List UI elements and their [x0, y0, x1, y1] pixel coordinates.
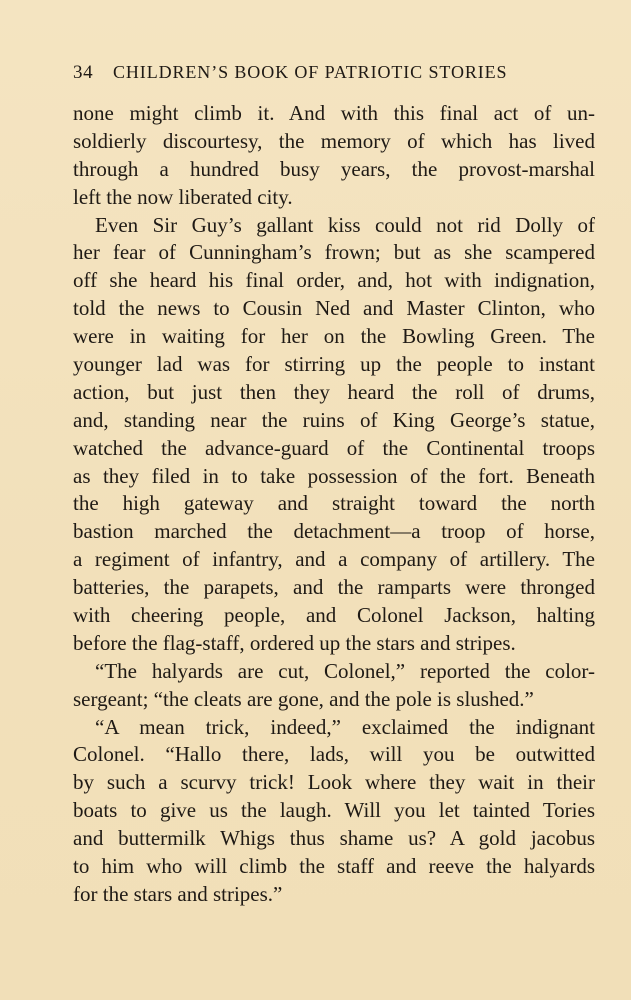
- text-line: through a hundred busy years, the provost-marshal: [73, 156, 595, 181]
- text-line: “A mean trick, indeed,” exclaimed the indignant: [95, 714, 595, 739]
- text-line: were in waiting for her on the Bowling Green. The: [73, 324, 595, 349]
- text-line: and buttermilk Whigs thus shame us? A gold jacobus: [73, 826, 595, 851]
- text-line: none might climb it. And with this final act of un-: [73, 101, 595, 125]
- text-line: Even Sir Guy’s gallant kiss could not rid Dolly of: [95, 212, 595, 237]
- text-line: Colonel. “Hallo there, lads, will you be outwitted: [73, 742, 595, 767]
- text-line: before the flag-staff, ordered up the stars and stripes.: [73, 630, 516, 655]
- text-line: and, standing near the ruins of King George’s statue,: [73, 407, 595, 432]
- text-line: the high gateway and straight toward the north: [73, 491, 595, 516]
- text-line: batteries, the parapets, and the ramparts were thronged: [73, 575, 595, 600]
- text-line: boats to give us the laugh. Will you let tainted Tories: [73, 798, 595, 823]
- text-line: bastion marched the detachment—a troop of horse,: [73, 519, 595, 544]
- text-line: to him who will climb the staff and reeve the halyards: [73, 854, 595, 879]
- text-line: for the stars and stripes.”: [73, 881, 283, 906]
- text-line: her fear of Cunningham’s frown; but as she scampered: [73, 240, 595, 265]
- running-title: CHILDREN’S BOOK OF PATRIOTIC STORIES: [113, 62, 508, 82]
- text-line: sergeant; “the cleats are gone, and the pole is slushed.”: [73, 686, 534, 711]
- page-number: 34: [73, 62, 94, 83]
- text-line: off she heard his final order, and, hot with indignation,: [73, 268, 595, 293]
- text-line: watched the advance-guard of the Continental troops: [73, 435, 595, 460]
- text-line: as they filed in to take possession of the fort. Beneath: [73, 463, 595, 488]
- text-line: with cheering people, and Colonel Jackson, halting: [73, 603, 595, 628]
- text-line: left the now liberated city.: [73, 184, 293, 209]
- text-line: a regiment of infantry, and a company of artillery. The: [73, 547, 595, 572]
- body-text: [73, 100, 595, 909]
- text-line: told the news to Cousin Ned and Master Clinton, who: [73, 296, 595, 321]
- text-line: by such a scurvy trick! Look where they wait in their: [73, 770, 595, 795]
- text-line: “The halyards are cut, Colonel,” reported the color-: [95, 658, 595, 683]
- page-header: [73, 62, 557, 90]
- text-line: soldierly discourtesy, the memory of which has lived: [73, 128, 595, 153]
- text-line: younger lad was for stirring up the people to instant: [73, 352, 595, 377]
- text-line: action, but just then they heard the roll of drums,: [73, 379, 595, 404]
